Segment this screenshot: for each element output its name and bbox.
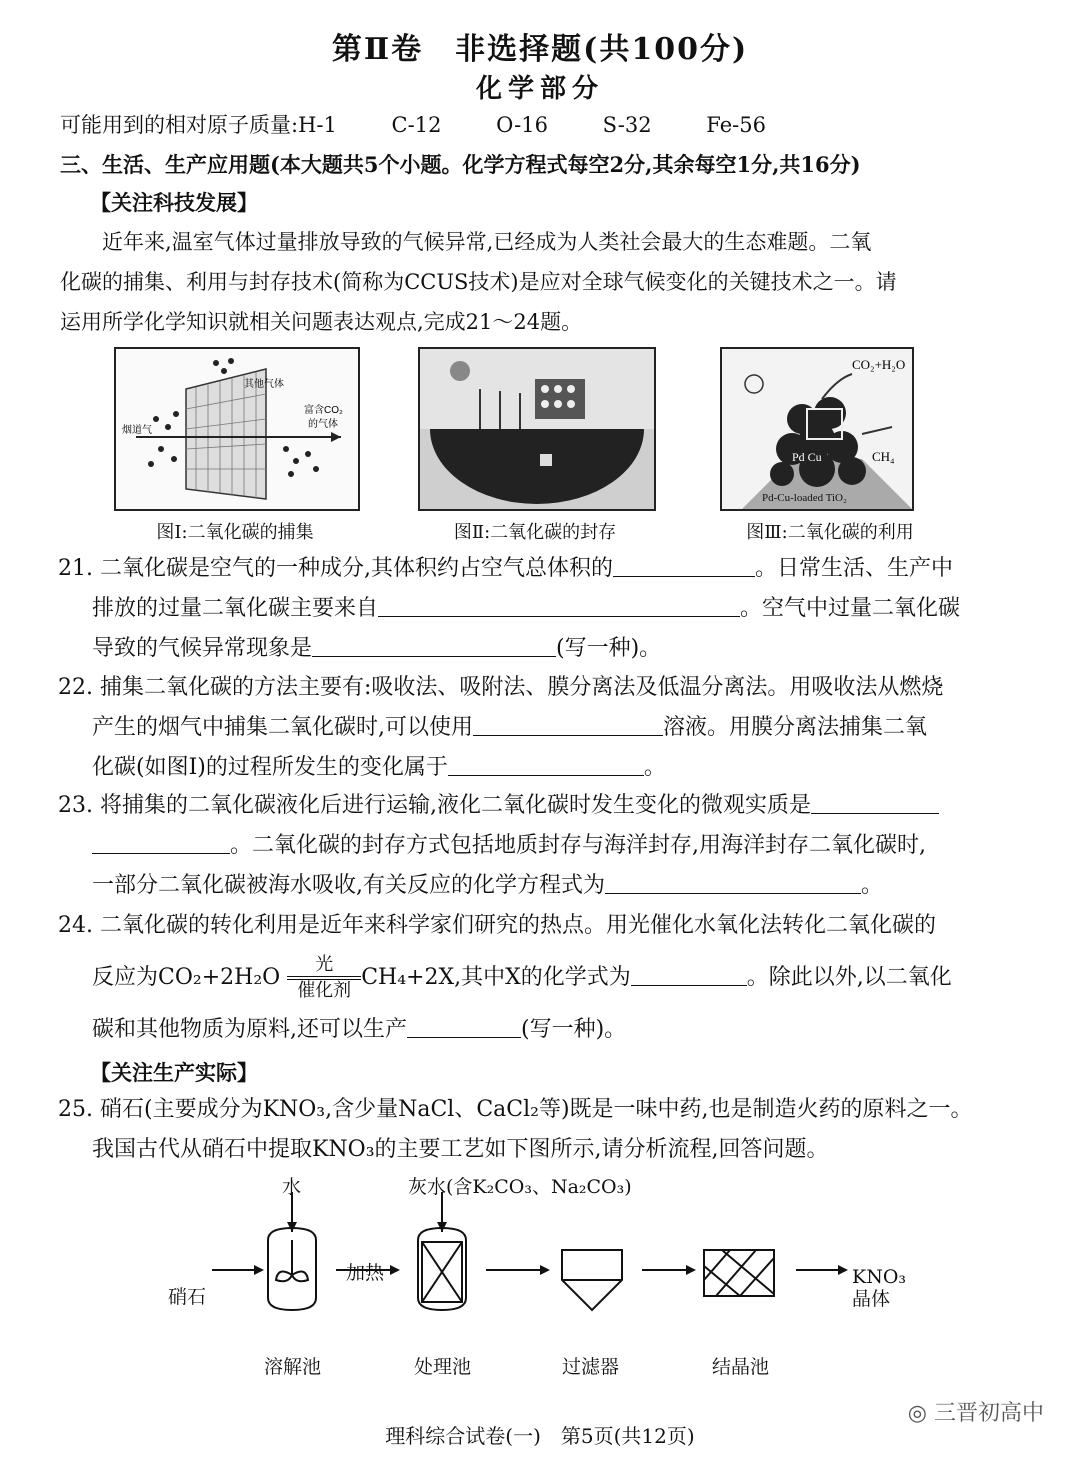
- membrane-diagram: [116, 349, 358, 509]
- answer-blank-22b[interactable]: [448, 753, 644, 776]
- answer-blank-23a[interactable]: [811, 791, 939, 814]
- question-24: 24. 二氧化碳的转化利用是近年来科学家们研究的热点。用光催化水氧化法转化二氧化碳的 反应为CO₂+2H₂O 光 催化剂 CH₄+2X,其中X的化学式为 。除此以外,以二氧化 碳和其他物质为原料,还可以生产 (写一种)。: [58, 913, 952, 1042]
- figure-capture: [114, 347, 360, 511]
- answer-blank-21b[interactable]: [378, 594, 740, 617]
- label-pd-cu: Pd Cu: [792, 450, 822, 464]
- tank-crystallization: 结晶池: [712, 1356, 770, 1378]
- label-ch4: CH₄: [872, 449, 895, 464]
- figure-3-caption: 图Ⅲ:二氧化碳的利用: [746, 522, 914, 543]
- page-title: 第Ⅱ卷 非选择题(共100分): [331, 32, 749, 67]
- tank-dissolving: 溶解池: [264, 1356, 322, 1378]
- answer-blank-23b[interactable]: [605, 871, 861, 894]
- answer-blank-21c[interactable]: [312, 634, 556, 657]
- answer-blank-24a[interactable]: [631, 963, 747, 986]
- question-22: 22. 捕集二氧化碳的方法主要有:吸收法、吸附法、膜分离法及低温分离法。用吸收法从燃烧 产生的烟气中捕集二氧化碳时,可以使用 溶液。用膜分离法捕集二氧 化碳(如图Ⅰ)的过程所发生的变化属于 。: [58, 675, 944, 780]
- wechat-icon: ◎: [907, 1401, 927, 1426]
- figure-1-caption: 图Ⅰ:二氧化碳的捕集: [156, 522, 314, 543]
- label-co2-h2o: CO₂+H₂O: [852, 357, 906, 372]
- flow-input-nitre: 硝石: [168, 1286, 207, 1308]
- label-rich-gas: 的气体: [308, 419, 338, 430]
- equation-reactants: CO₂+2H₂O: [158, 965, 281, 990]
- tank-filter: 过滤器: [562, 1356, 620, 1378]
- figure-storage: [418, 347, 656, 511]
- section-heading: 三、生活、生产应用题(本大题共5个小题。化学方程式每空2分,其余每空1分,共16分): [60, 152, 861, 177]
- subject-title: 化学部分: [475, 74, 604, 104]
- question-21: 21. 二氧化碳是空气的一种成分,其体积约占空气总体积的 。日常生活、生产中 排放的过量二氧化碳主要来自 。空气中过量二氧化碳 导致的气候异常现象是 (写一种)。: [58, 556, 961, 661]
- catalyst-diagram: [722, 349, 912, 509]
- tank-treatment: 处理池: [414, 1356, 472, 1378]
- label-catalyst-support: Pd-Cu-loaded TiO₂: [762, 492, 847, 504]
- figure-2-caption: 图Ⅱ:二氧化碳的封存: [453, 522, 617, 543]
- question-25: 25. 硝石(主要成分为KNO₃,含少量NaCl、CaCl₂等)既是一味中药,也是制造火药的原料之一。 我国古代从硝石中提取KNO₃的主要工艺如下图所示,请分析流程,回答问题。: [58, 1097, 973, 1162]
- figure-utilization: [720, 347, 914, 511]
- page-footer: 理科综合试卷(一) 第5页(共12页): [385, 1424, 695, 1448]
- answer-blank-22a[interactable]: [473, 713, 663, 736]
- atomic-masses: 可能用到的相对原子质量:H-1 C-12 O-16 S-32 Fe-56: [60, 113, 766, 137]
- storage-diagram: [420, 349, 654, 509]
- topic-heading-production: 【关注生产实际】: [90, 1060, 258, 1085]
- question-23: 23. 将捕集的二氧化碳液化后进行运输,液化二氧化碳时发生变化的微观实质是 。二氧化碳的封存方式包括地质封存与海洋封存,用海洋封存二氧化碳时, 一部分二氧化碳被海水吸收,有关反应的化学方程式为 。: [58, 786, 1028, 906]
- flow-output-product: KNO₃ 晶体: [852, 1266, 907, 1310]
- answer-blank-23a-cont[interactable]: [92, 831, 230, 854]
- flow-input-water: 水: [282, 1176, 302, 1198]
- answer-blank-21a[interactable]: [613, 554, 755, 577]
- label-rich-co2: 富含CO₂: [304, 405, 343, 416]
- label-flue-gas: 烟道气: [122, 425, 152, 436]
- watermark: ◎ 三晋初高中: [907, 1401, 1044, 1426]
- intro-paragraph: 近年来,温室气体过量排放导致的气候异常,已经成为人类社会最大的生态难题。二氧 化碳的捕集、利用与封存技术(简称为CCUS技术)是应对全球气候变化的关键技术之一。请 运用所学化学知识就相关问题表达观点,完成21～24题。: [60, 230, 897, 334]
- label-other-gas: 其他气体: [244, 379, 284, 390]
- flow-step-heat: 加热: [346, 1262, 385, 1284]
- reaction-arrow: 光 催化剂: [287, 954, 361, 1002]
- flow-input-ash-water: 灰水(含K₂CO₃、Na₂CO₃): [408, 1176, 632, 1198]
- topic-heading-tech: 【关注科技发展】: [90, 190, 258, 215]
- answer-blank-24b[interactable]: [407, 1015, 521, 1038]
